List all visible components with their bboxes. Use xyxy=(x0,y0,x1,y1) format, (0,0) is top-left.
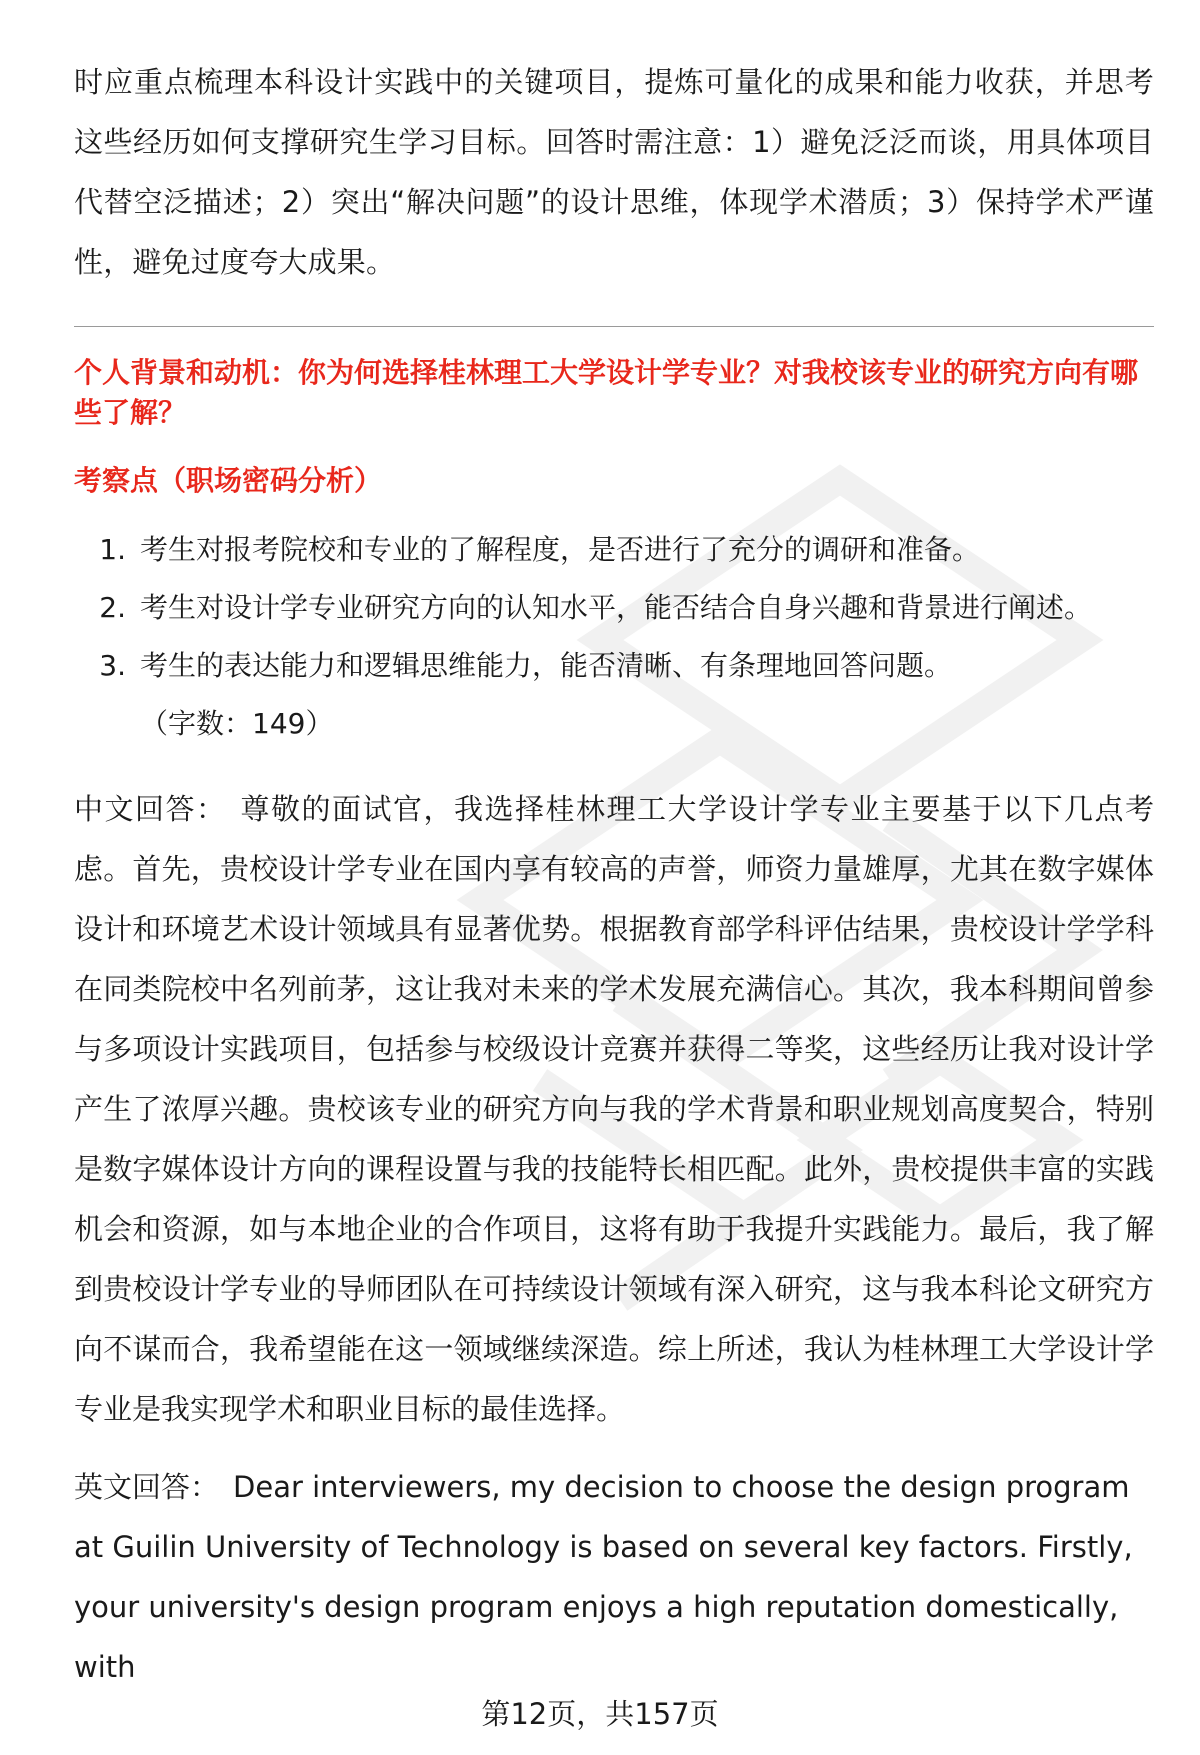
chinese-answer xyxy=(74,779,1154,1439)
list-item-text: 考生的表达能力和逻辑思维能力，能否清晰、有条理地回答问题。 xyxy=(140,649,953,682)
analysis-title: 考察点（职场密码分析） xyxy=(74,464,383,497)
analysis-points-list xyxy=(74,521,1154,695)
question-heading: 个人背景和动机：你为何选择桂林理工大学设计学专业？对我校该专业的研究方向有哪些了解？ xyxy=(74,356,1139,429)
english-answer-label: 英文回答： xyxy=(74,1470,220,1504)
list-item-text: 考生对设计学专业研究方向的认知水平，能否结合自身兴趣和背景进行阐述。 xyxy=(140,591,1093,624)
list-item xyxy=(74,521,1154,579)
list-item xyxy=(74,637,1154,695)
list-item-text: 考生对报考院校和专业的了解程度，是否进行了充分的调研和准备。 xyxy=(140,533,981,566)
page-number-footer: 第12页，共157页 xyxy=(481,1697,719,1731)
chinese-answer-label: 中文回答： xyxy=(74,792,227,826)
word-count: （字数：149） xyxy=(140,707,334,740)
list-item-number: 2. xyxy=(99,591,126,624)
chinese-answer-text: 尊敬的面试官，我选择桂林理工大学设计学专业主要基于以下几点考虑。首先，贵校设计学专业在国内享有较高的声誉，师资力量雄厚，尤其在数字媒体设计和环境艺术设计领域具有显著优势。根据教育部学科评估结果，贵校设计学学科在同类院校中名列前茅，这让我对未来的学术发展充满信心。其次，我本科期间曾参与多项设计实践项目，包括参与校级设计竞赛并获得二等奖，这些经历让我对设计学产生了浓厚兴趣。贵校该专业的研究方向与我的学术背景和职业规划高度契合，特别是数字媒体设计方向的课程设置与我的技能特长相匹配。此外，贵校提供丰富的实践机会和资源，如与本地企业的合作项目，这将有助于我提升实践能力。最后，我了解到贵校设计学专业的导师团队在可持续设计领域有深入研究，这与我本科论文研究方向不谋而合，我希望能在这一领域继续深造。综上所述，我认为桂林理工大学设计学专业是我实现学术和职业目标的最佳选择。 xyxy=(74,792,1154,1426)
section-divider xyxy=(74,326,1154,327)
list-item xyxy=(74,579,1154,637)
list-item-number: 1. xyxy=(99,533,126,566)
english-answer-text: Dear interviewers, my decision to choose the design program at Guilin University of Technology is based on several key factors. Firstly, your university's design program enjoys a high reputation domestically, with xyxy=(74,1470,1133,1684)
page-content xyxy=(74,52,1154,1697)
english-answer xyxy=(74,1457,1154,1697)
list-item-number: 3. xyxy=(99,649,126,682)
intro-paragraph: 时应重点梳理本科设计实践中的关键项目，提炼可量化的成果和能力收获，并思考这些经历如何支撑研究生学习目标。回答时需注意：1）避免泛泛而谈，用具体项目代替空泛描述；2）突出“解决问题”的设计思维，体现学术潜质；3）保持学术严谨性，避免过度夸大成果。 xyxy=(74,65,1154,279)
